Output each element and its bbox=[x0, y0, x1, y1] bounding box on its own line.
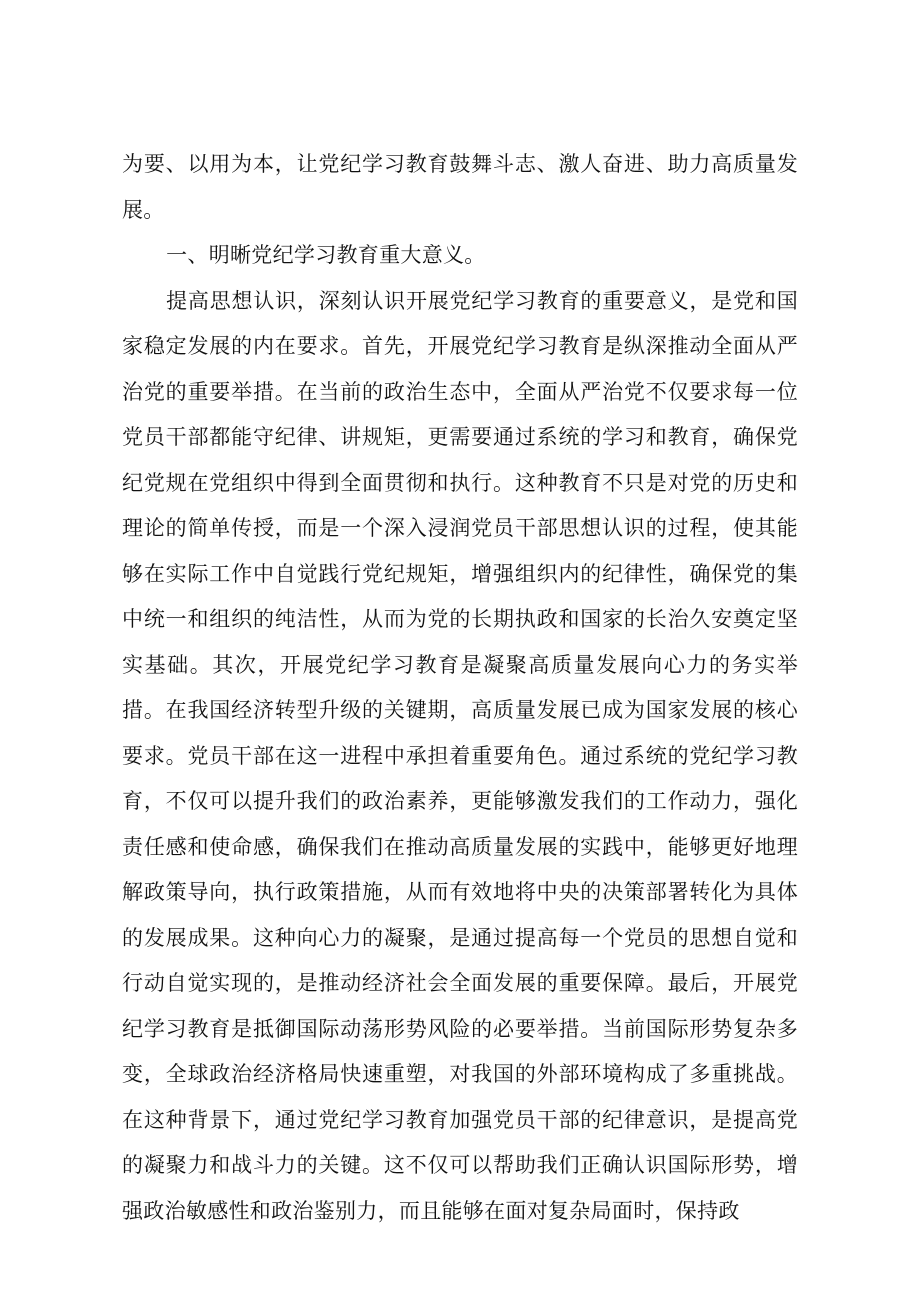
paragraph-body: 提高思想认识，深刻认识开展党纪学习教育的重要意义，是党和国家稳定发展的内在要求。首先，开展党纪学习教育是纵深推动全面从严治党的重要举措。在当前的政治生态中，全面从严治党不仅要求每一位党员干部都能守纪律、讲规矩，更需要通过系统的学习和教育，确保党纪党规在党组织中得到全面贯彻和执行。这种教育不只是对党的历史和理论的简单传授，而是一个深入浸润党员干部思想认识的过程，使其能够在实际工作中自觉践行党纪规矩，增强组织内的纪律性，确保党的集中统一和组织的纯洁性，从而为党的长期执政和国家的长治久安奠定坚实基础。其次，开展党纪学习教育是凝聚高质量发展向心力的务实举措。在我国经济转型升级的关键期，高质量发展已成为国家发展的核心要求。党员干部在这一进程中承担着重要角色。通过系统的党纪学习教育，不仅可以提升我们的政治素养，更能够激发我们的工作动力，强化责任感和使命感，确保我们在推动高质量发展的实践中，能够更好地理解政策导向，执行政策措施，从而有效地将中央的决策部署转化为具体的发展成果。这种向心力的凝聚，是通过提高每一个党员的思想自觉和行动自觉实现的，是推动经济社会全面发展的重要保障。最后，开展党纪学习教育是抵御国际动荡形势风险的必要举措。当前国际形势复杂多变，全球政治经济格局快速重塑，对我国的外部环境构成了多重挑战。在这种背景下，通过党纪学习教育加强党员干部的纪律意识，是提高党的凝聚力和战斗力的关键。这不仅可以帮助我们正确认识国际形势，增强政治敏感性和政治鉴别力，而且能够在面对复杂局面时，保持政 bbox=[122, 288, 798, 1223]
paragraph-continued: 为要、以用为本，让党纪学习教育鼓舞斗志、激人奋进、助力高质量发展。 bbox=[122, 152, 798, 222]
document-body bbox=[122, 142, 798, 1234]
section-heading: 一、明晰党纪学习教育重大意义。 bbox=[166, 243, 486, 267]
